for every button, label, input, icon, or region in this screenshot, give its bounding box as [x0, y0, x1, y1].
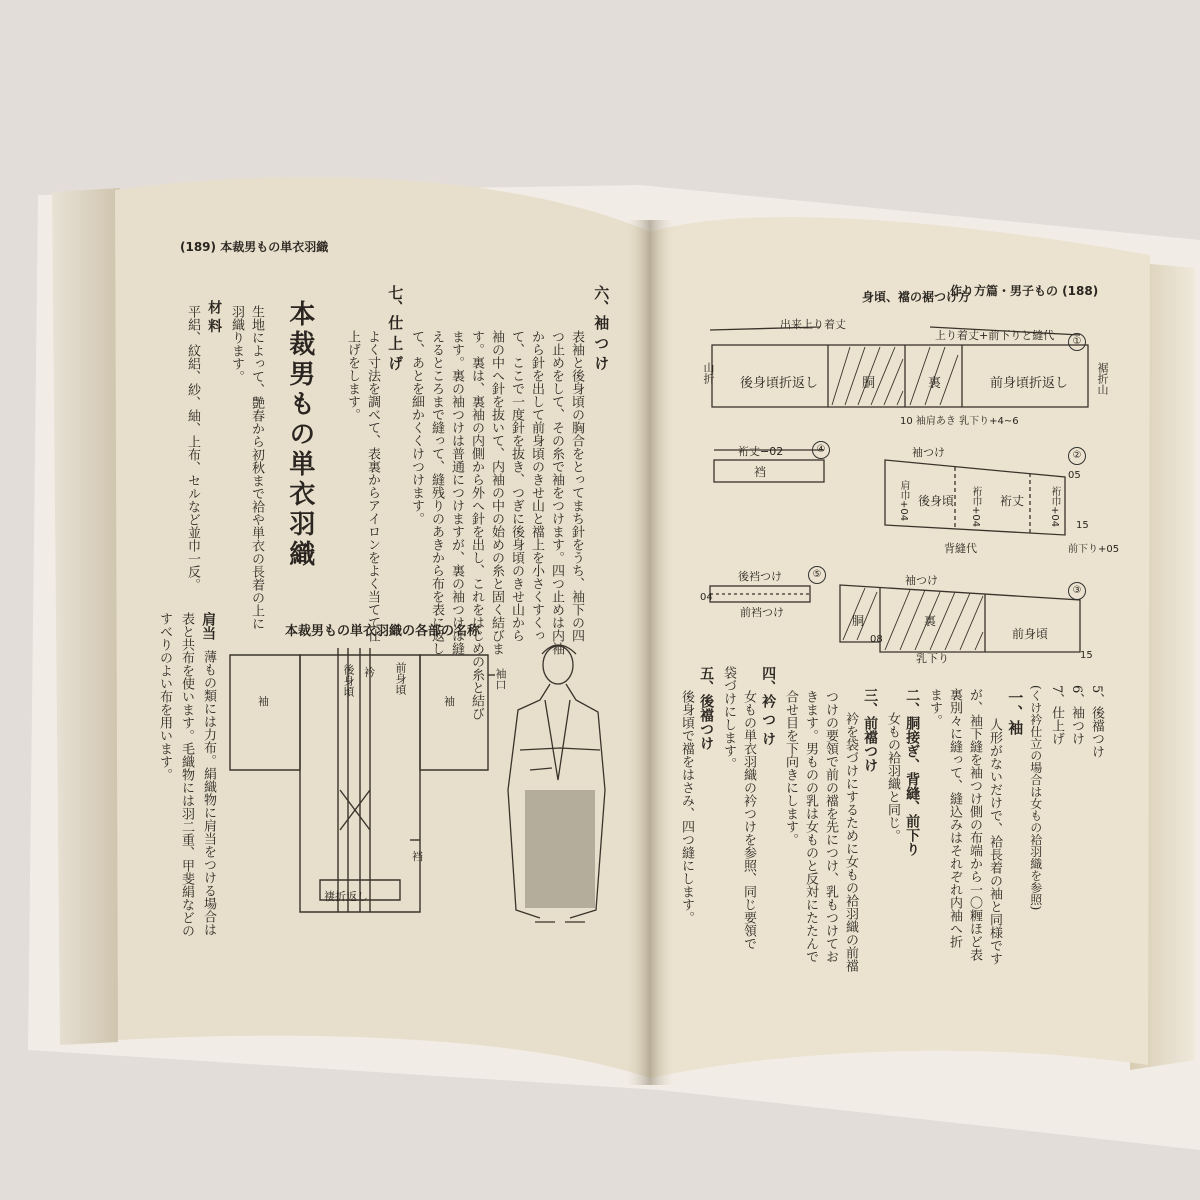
d2-cell: 裄丈 [1000, 494, 1025, 508]
d1-cell: 胴 [862, 376, 876, 391]
d3-dim: 15 [1080, 650, 1093, 661]
d5-number: ⑤ [808, 566, 826, 584]
d3-number: ③ [1068, 582, 1086, 600]
d2-number: ② [1068, 447, 1086, 465]
r-section-4-heading: 四、衿 つ け [760, 666, 777, 746]
r-section-2-line: 女もの袷羽織と同じ。 [884, 712, 900, 842]
r-section-2-heading: 二、胴接ぎ、背縫、前下り [904, 688, 921, 856]
d5-top-label: 後裆つけ [738, 570, 782, 583]
page-title: 本裁男もの単衣羽織 [284, 300, 315, 570]
r-section-3-line: つけの要領で前の襠を先につけ、乳もつけてお [822, 690, 838, 963]
section-6-line: から針を出して前身頃のきせ山と襠上を小さくすくっ [528, 330, 544, 642]
mae-migoro-label: 前身頃 [394, 662, 407, 695]
d4-number: ④ [812, 441, 830, 459]
d2-dim: 前下り+05 [1068, 544, 1120, 555]
right-page-header: 作り方篇・男子もの (188) [950, 284, 1099, 298]
d3-bottom-label: 乳下り [916, 652, 949, 665]
section-6-line: す。裏は、裏袖の内側から外へ針を出し、これをはじめの糸と結び [468, 330, 484, 720]
section-7-heading: 七、仕 上 げ [386, 285, 405, 371]
diagram-1 [700, 315, 1120, 425]
section-6-heading: 六、袖 つ け [592, 285, 611, 371]
r-section-4-line: 袋づけにします。 [720, 666, 736, 770]
section-6-line: 袖の中へ針を抜いて、内袖の中の始めの糸と固く結びま [488, 330, 504, 655]
d2-bottom-label: 背縫代 [944, 542, 977, 555]
d2-dim: 05 [1068, 470, 1081, 481]
r-section-5-heading: 五、後襠つけ [698, 666, 715, 750]
d2-cell: 後身頃 [918, 494, 955, 508]
d4-top-label: 裄丈−02 [738, 445, 784, 458]
diagram-3 [835, 580, 1095, 670]
d5-dim: 04 [700, 592, 713, 603]
d1-cell: 裏 [928, 376, 942, 391]
d1-cell: 前身頃折返し [990, 376, 1069, 391]
sode-right-label: 袖 [444, 695, 455, 708]
diagram-title: 身頃、襠の裾つけ方 [862, 290, 971, 304]
list-item: 7、仕上げ [1048, 685, 1064, 746]
materials-heading: 材 料 [206, 300, 223, 333]
r-section-1-line: 人形がないだけで、袷長着の袖と同様です [986, 718, 1002, 965]
d2-cell: 裄巾+04 [970, 486, 981, 528]
d1-dim-right: 上り着丈+前下りと縫代 [935, 329, 1055, 342]
sodeguchi-label: 袖口 [494, 668, 507, 690]
intro-line: 生地によって、艶春から初秋まで袷や単衣の長着の上に [248, 305, 264, 630]
kataate-line: 表と共布を使います。毛織物には羽二重、甲斐絹などの [178, 612, 194, 937]
ushiro-migoro-label: 後身頃 [342, 664, 355, 697]
r-section-1-line: が、袖下縫を袖つけ側の布端から一〇糎ほど表 [966, 688, 982, 961]
haori-parts-figure [220, 640, 620, 940]
list-item: 6、袖つけ [1068, 685, 1084, 746]
section-6-line: て、あとを細かくくけつけます。 [408, 330, 424, 525]
section-7-line: 上げをします。 [344, 330, 360, 421]
r-section-1-heading: 一、袖 [1006, 690, 1025, 735]
intro-line: 羽織ります。 [228, 305, 244, 383]
kataate-line: すべりのよい布を用います。 [156, 612, 172, 781]
r-section-3-line: きます。男ものの乳は女ものと反対にたたんで [802, 690, 818, 963]
section-6-line: て、ここで一度針を抜き、つぎに後身頃のきせ山から [508, 330, 524, 642]
machi-label: 裆 [412, 850, 423, 863]
d3-dim: 08 [870, 634, 883, 645]
r-section-5-line: 後身頃で襠をはさみ、四つ縫にします。 [678, 690, 694, 924]
section-6-line: ます。裏の袖つけは普通につけますが、裏の袖つけは縫 [448, 330, 464, 655]
r-section-3-line: 合せ目を下向きにします。 [782, 690, 798, 846]
d1-left-fold: 山折 [702, 362, 715, 384]
d3-cell: 前身頃 [1012, 627, 1049, 641]
d1-bottom-note: 10 袖肩あき 乳下り+4~6 [900, 416, 1019, 427]
d2-cell: 裄巾+04 [1049, 486, 1060, 528]
d3-top-label: 袖つけ [905, 574, 938, 587]
materials-line: 平絽、紋絽、紗、紬、上布、セルなど並巾一反。 [184, 305, 200, 591]
section-6-line: 表袖と後身頃の胸合をとってまち針をうち、袖下の四 [568, 330, 584, 642]
d2-cell: 肩巾+04 [898, 480, 909, 522]
d3-cell: 裏 [924, 614, 937, 628]
list-item: 5、後襠つけ [1088, 685, 1104, 759]
d2-top-label: 袖つけ [912, 446, 945, 459]
kataate-heading: 肩当 [200, 612, 217, 640]
left-page-header: (189) 本裁男もの単衣羽織 [180, 240, 329, 254]
list-item: (くけ衿仕立の場合は女もの袷羽織を参照) [1028, 685, 1043, 911]
section-6-line: つ止めをして、その糸で袖をつけます。四つ止めは内袖 [548, 330, 564, 655]
section-6-line: えるところまで縫って、縫残りのあきから布を表に返し [428, 330, 444, 655]
r-section-3-heading: 三、前襠つけ [862, 688, 879, 772]
sode-left-label: 袖 [258, 695, 269, 708]
d1-number: ① [1068, 333, 1086, 351]
r-section-1-line: 裏別々に縫って、縫込みはそれぞれ内袖へ折 [946, 688, 962, 948]
d3-cell: 胴 [852, 614, 865, 628]
kataate-line: 薄もの類には力布。絹織物に肩当をつける場合は [200, 650, 216, 936]
d1-right-fold: 裾折山 [1096, 362, 1109, 395]
section-7-line: よく寸法を調べて、表裏からアイロンをよく当てて仕 [364, 330, 380, 642]
figure-caption: 本裁男もの単衣羽織の各部の名称 [285, 624, 481, 639]
r-section-3-line: 衿を袋づけにするために女もの袷羽織の前襠 [842, 712, 858, 972]
d4-cell: 裆 [754, 465, 767, 479]
d1-cell: 後身頃折返し [740, 376, 819, 391]
sode-orikaeshi-label: 褄折返し [324, 890, 368, 903]
r-section-1-line: ます。 [926, 688, 942, 727]
d2-dim: 15 [1076, 520, 1089, 531]
r-section-4-line: 女もの単衣羽織の衿つけを参照、同じ要領で [740, 690, 756, 950]
eri-label: 衿 [364, 666, 375, 679]
d1-dim-top: 出来上り着丈 [780, 318, 846, 331]
d5-bottom-label: 前裆つけ [740, 606, 784, 619]
